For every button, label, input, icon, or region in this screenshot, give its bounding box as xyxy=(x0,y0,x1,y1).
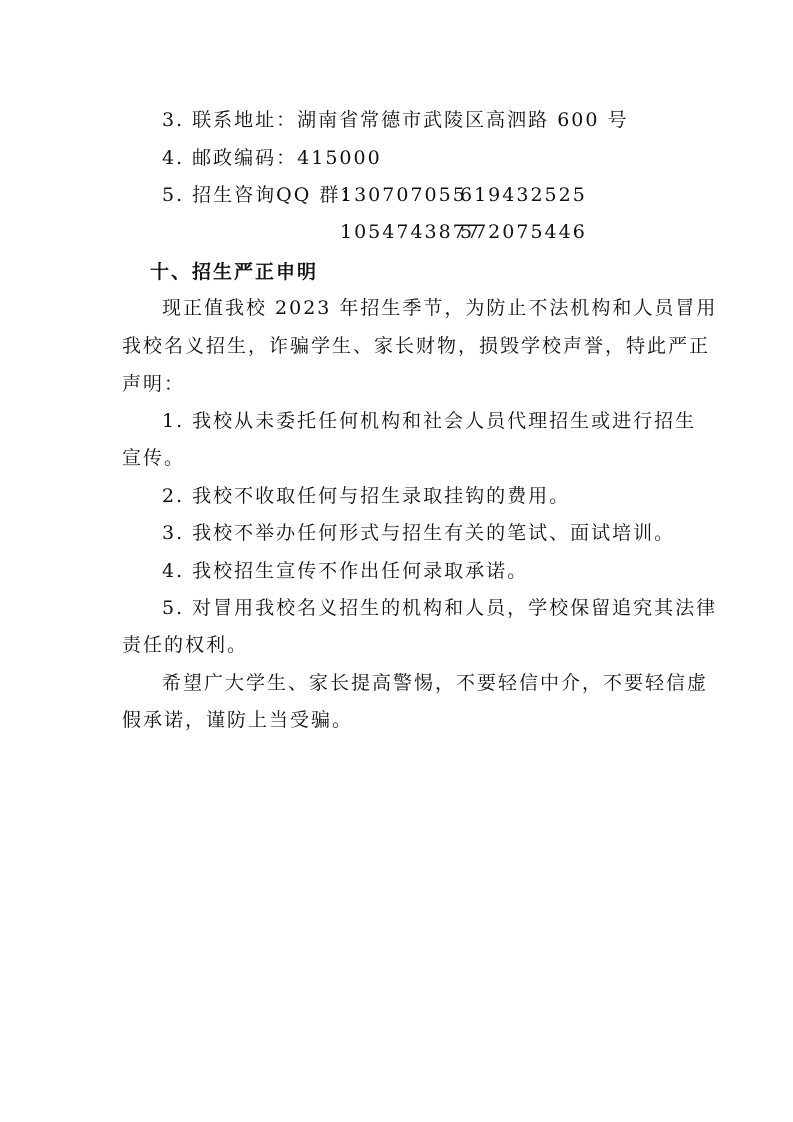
item5-line-2: 责任的权利。 xyxy=(122,634,249,656)
qq-group-3: 1054743877 xyxy=(340,221,481,243)
item1-line-2: 宣传。 xyxy=(122,447,186,469)
closing-line-2: 假承诺，谨防上当受骗。 xyxy=(122,709,354,731)
intro-line-2: 我校名义招生，诈骗学生、家长财物，损毁学校声誉，特此严正 xyxy=(122,335,711,357)
section-heading: 十、招生严正申明 xyxy=(150,261,319,283)
closing-line-1: 希望广大学生、家长提高警惕，不要轻信中介，不要轻信虚 xyxy=(162,672,709,694)
item5-line-1: 5. 对冒用我校名义招生的机构和人员，学校保留追究其法律 xyxy=(162,597,718,619)
qq-group-2: 619432525 xyxy=(460,184,587,206)
item3: 3. 我校不举办任何形式与招生有关的笔试、面试培训。 xyxy=(162,522,676,544)
contact-qq-label: 5. 招生咨询QQ 群： xyxy=(162,184,362,206)
qq-group-1: 130707055 xyxy=(340,184,467,206)
item2: 2. 我校不收取任何与招生录取挂钩的费用。 xyxy=(162,485,571,507)
item1-line-1: 1. 我校从未委托任何机构和社会人员代理招生或进行招生 xyxy=(162,410,697,432)
qq-group-4: 572075446 xyxy=(460,221,587,243)
intro-line-3: 声明： xyxy=(122,373,186,395)
item4: 4. 我校招生宣传不作出任何录取承诺。 xyxy=(162,560,529,582)
intro-line-1: 现正值我校 2023 年招生季节，为防止不法机构和人员冒用 xyxy=(162,297,718,319)
contact-postcode: 4. 邮政编码：415000 xyxy=(162,147,382,169)
contact-address: 3. 联系地址：湖南省常德市武陵区高泗路 600 号 xyxy=(162,109,629,131)
